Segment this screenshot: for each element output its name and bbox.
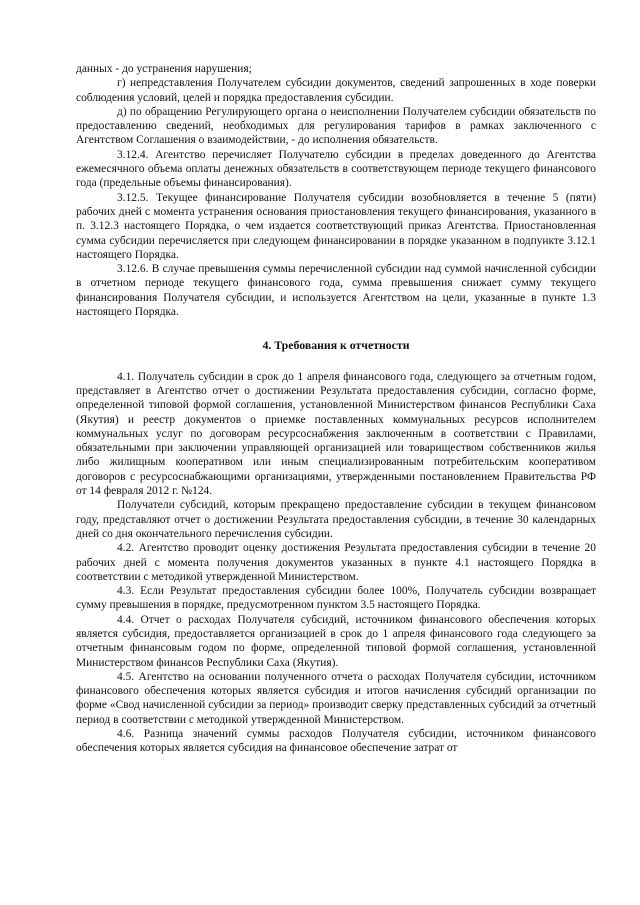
paragraph-3-12-6: 3.12.6. В случае превышения суммы перечисленной субсидии над суммой начисленной субсидии в отчетном периоде текущего финансового года, сумма превышения снижает сумму текущего финансирования Получателя субсидии, и используется Агентством на цели, указанные в пункте 1.3 настоящего Порядка. — [76, 263, 596, 319]
paragraph-4-6: 4.6. Разница значений суммы расходов Получателя субсидии, источником финансового обеспечения которых является субсидия на финансовое обеспечение затрат от — [76, 728, 596, 755]
paragraph-d-regulator: д) по обращению Регулирующего органа о неисполнении Получателем субсидии обязательств по предоставлению сведений, необходимых для регулирования тарифов в рамках заключенного с Агентством Соглашения о взаимодействии, - до исполнения обязательств. — [76, 105, 596, 147]
document-page — [76, 62, 596, 756]
paragraph-data-until-fixed: данных - до устранения нарушения; — [76, 63, 252, 75]
paragraph-3-12-5: 3.12.5. Текущее финансирование Получателя субсидии возобновляется в течение 5 (пяти) рабочих дней с момента устранения основания приостановления текущего финансирования, указанного в п. 3.12.3 настоящего Порядка, о чем издается соответствующий приказ Агентства. Приостановленная сумма субсидии перечисляется при следующем финансировании в порядке указанном в подпункте 3.12.1 настоящего Порядка. — [76, 191, 596, 261]
section-heading-reporting: 4. Требования к отчетности — [262, 338, 410, 353]
paragraph-4-4: 4.4. Отчет о расходах Получателя субсидий, источником финансового обеспечения которых является субсидия, предоставляется организацией в срок до 1 апреля финансового года следующего за отчетным финансовым годом по форме, определенной типовой формой соглашения, установленной Министерством финансов Республики Саха (Якутия). — [76, 613, 596, 669]
paragraph-4-2: 4.2. Агентство проводит оценку достижения Результата предоставления субсидии в течение 20 рабочих дней с момента получения документов указанных в пункте 4.1 настоящего Порядка в соответствии с методикой утвержденной Министерством. — [76, 542, 596, 583]
paragraph-4-3: 4.3. Если Результат предоставления субсидии более 100%, Получатель субсидии возвращает сумму превышения в порядке, предусмотренном пунктом 3.5 настоящего Порядка. — [76, 585, 596, 612]
paragraph-g-documents: г) непредставления Получателем субсидии документов, сведений запрошенных в ходе поверки соблюдения условий, целей и порядка предоставления субсидии. — [76, 77, 596, 104]
paragraph-4-1: 4.1. Получатель субсидии в срок до 1 апреля финансового года, следующего за отчетным годом, представляет в Агентство отчет о достижении Результата предоставления субсидии, согласно форме, определенной типовой формой соглашения, установленной Министерством финансов Республики Саха (Якутия) и реестр документов о приемке поставленных коммунальных ресурсов исполнителем коммунальных услуг по договорам ресурсоснабжения заключенным в соответствии с Правилами, обязательными при заключении управляющей организацией или товариществом собственников жилья либо жилищным кооперативом или иным специализированным потребительским кооперативом договоров с ресурсоснабжающими организациями, утвержденными постановлением Правительства РФ от 14 февраля 2012 г. №124. — [76, 370, 596, 498]
paragraph-4-1-terminated: Получатели субсидий, которым прекращено предоставление субсидии в текущем финансовом году, представляют отчет о достижении Результата предоставления субсидии, в течение 30 календарных дней со дня окончательного перечисления субсидии. — [76, 499, 596, 540]
paragraph-4-5: 4.5. Агентство на основании полученного отчета о расходах Получателя субсидии, источником финансового обеспечения которых является субсидия и итогов начисления субсидий организации по форме «Свод начисленной субсидии за период» производит сверку представленных субсидий за отчетный период в соответствии с методикой утвержденной Министерством. — [76, 670, 596, 726]
paragraph-3-12-4: 3.12.4. Агентство перечисляет Получателю субсидии в пределах доведенного до Агентства ежемесячного объема оплаты денежных обязательств в соответствующем периоде текущего финансового года (предельные объемы финансирования). — [76, 148, 596, 190]
